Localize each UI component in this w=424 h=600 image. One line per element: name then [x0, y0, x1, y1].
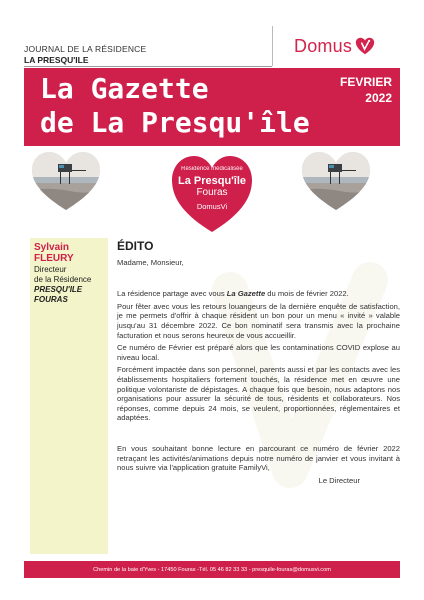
paragraph-spacer	[117, 426, 400, 444]
author-residence-2: FOURAS	[34, 295, 68, 304]
title-banner	[24, 68, 400, 146]
heart-photo-left	[30, 150, 102, 212]
gazette-title-line-2: de La Presqu'île	[40, 106, 310, 139]
author-role: Directeur	[34, 265, 67, 274]
edito-p1-end: du mois de février 2022.	[265, 289, 349, 299]
issue-date	[340, 74, 392, 106]
badge-brand: DomusVi	[196, 202, 228, 211]
badge-subtitle: Résidence médicalisée	[181, 166, 243, 172]
header-vertical-divider	[272, 26, 273, 66]
author-sidebar	[30, 238, 108, 554]
header-divider	[24, 66, 272, 67]
edito-greeting: Madame, Monsieur,	[117, 257, 184, 267]
edito-paragraph-3: Ce numéro de Février est préparé alors que les contaminations COVID explose au niveau local.	[117, 343, 400, 362]
issue-month: FEVRIER	[339, 75, 392, 89]
footer-contact-text: Chemin de la baie d'Yves - 17450 Fouras -Tél. 05 46 82 33 33 - presquile-fouras@domusvi.com	[93, 566, 331, 573]
edito-p1-start: La résidence partage avec vous	[117, 289, 227, 299]
journal-label: JOURNAL DE LA RÉSIDENCE	[24, 44, 147, 54]
badge-city: Fouras	[196, 187, 228, 198]
edito-paragraph-4: Forcément impactée dans son personnel, parents aussi et par les contacts avec les établissements hospitaliers fortement touchés, la résidence met en œuvre une politique volontariste de dépistages. A chaque fois que besoin, nous adaptons nos organisations pour assurer la sécurité de tous, résidents et collaborateurs. Nos réponses, comme depuis 24 mois, se veulent, proportionnées, réglementaires et adaptées.	[117, 365, 400, 423]
edito-title: ÉDITO	[117, 239, 154, 253]
heart-photo-right	[300, 150, 372, 212]
heart-logo-icon	[354, 35, 376, 57]
logo-text: Domus	[294, 35, 353, 56]
gazette-emphasis: La Gazette	[226, 289, 266, 299]
edito-paragraph-1	[117, 289, 400, 299]
author-org: de la Résidence	[34, 275, 92, 284]
issue-year: 2022	[365, 91, 392, 105]
gazette-title	[40, 72, 310, 140]
author-first-name: Sylvain	[34, 242, 70, 253]
author-residence-1: PRESQU'ILE	[34, 285, 83, 294]
contact-footer	[24, 561, 400, 578]
residence-name: LA PRESQU'ILE	[24, 55, 89, 65]
author-last-name: FLEURY	[34, 253, 74, 264]
edito-article	[117, 239, 400, 488]
badge-name: La Presqu'île	[177, 175, 247, 187]
gazette-title-line-1: La Gazette	[40, 72, 209, 105]
domusvi-logo	[294, 33, 376, 59]
edito-paragraph-5: En vous souhaitant bonne lecture en parcourant ce numéro de février 2022 retraçant les activités/animations depuis notre numéro de janvier et vous invitant à nous suivre via l'application gratuite FamilyVi,	[117, 443, 400, 473]
edito-signature: Le Directeur	[318, 475, 360, 485]
residence-badge-text	[170, 166, 254, 211]
edito-paragraph-2: Pour fêter avec vous les retours louangeurs de la dernière enquête de satisfaction, je me permets d'offrir à chaque résident un bon pour un menu « invité » valable jusqu'au 31 décembre 2022. Ce bon nominatif sera transmis avec la prochaine facturation et nous serons heureux de vous accueillir.	[117, 301, 400, 340]
